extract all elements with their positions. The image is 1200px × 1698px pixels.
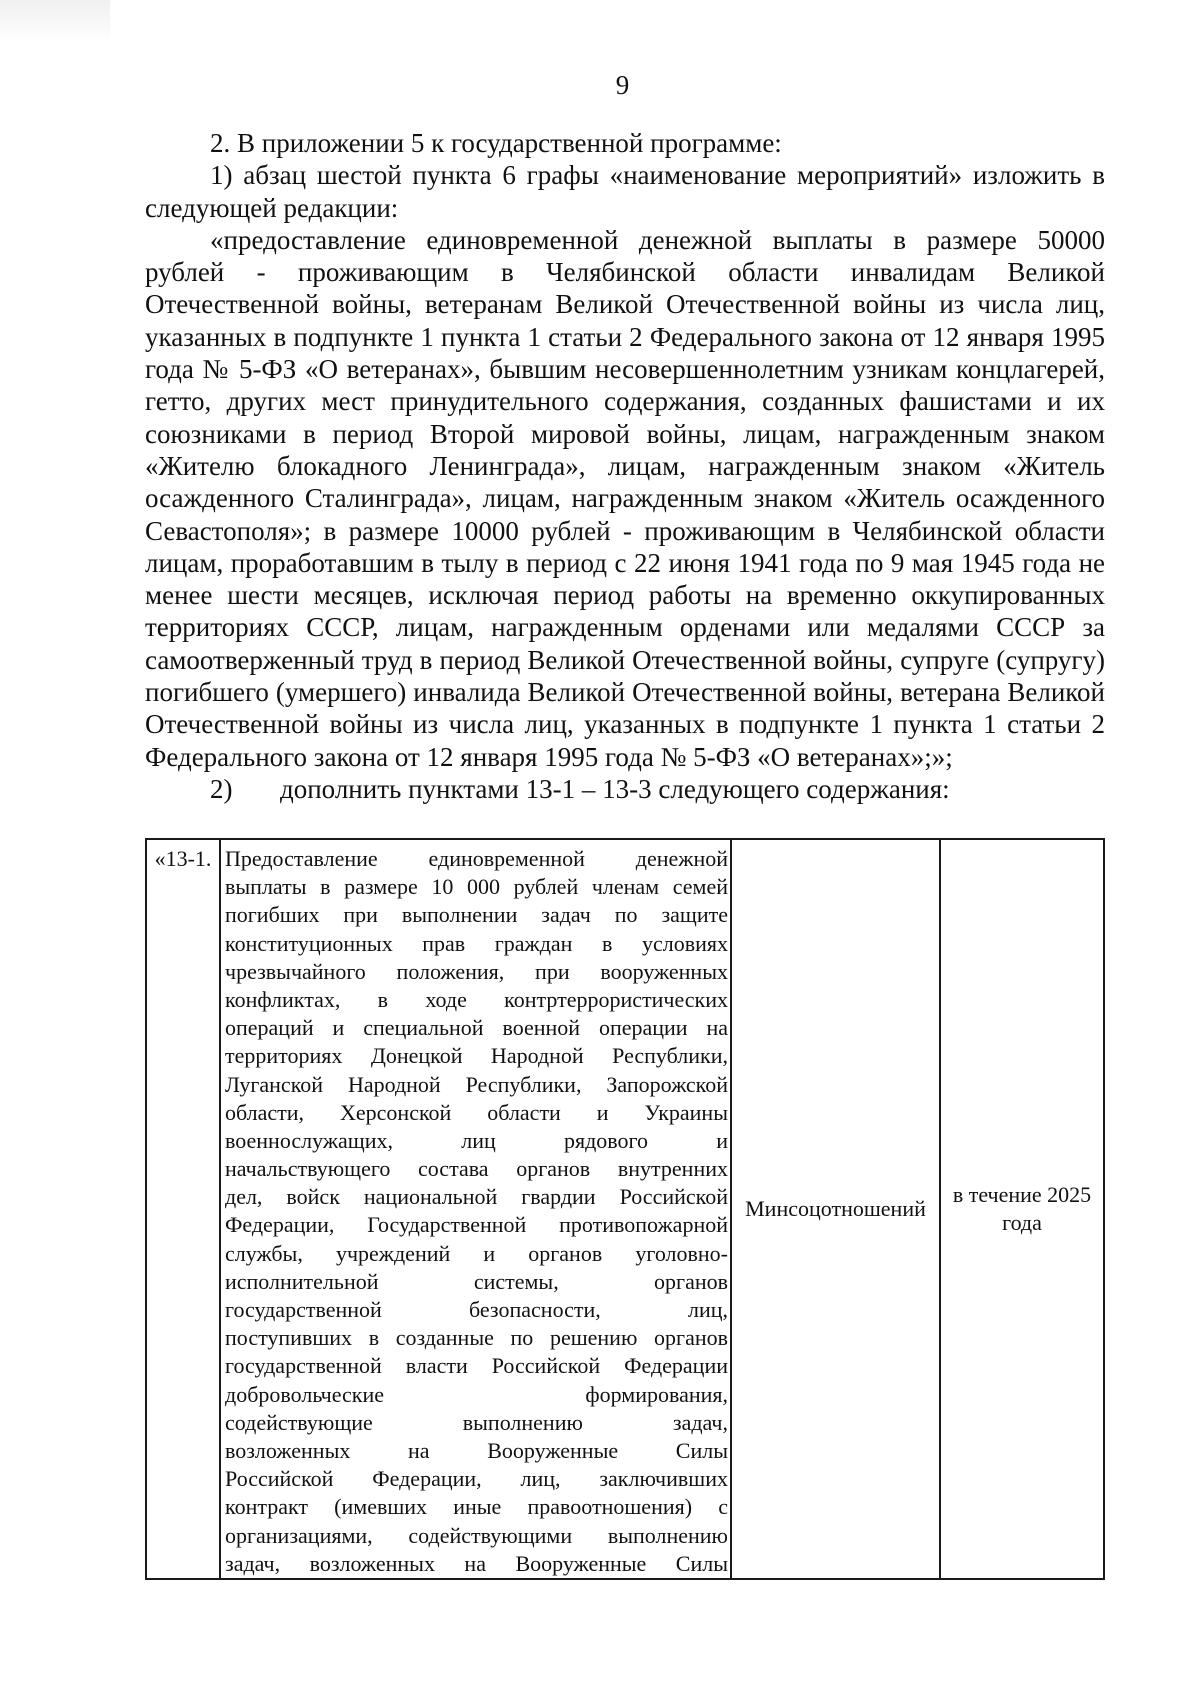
row-number-cell: «13-1. xyxy=(146,839,220,1579)
description-line: организациями, содействующими выполнению xyxy=(225,1522,728,1548)
description-line: содействующие выполнению задач, xyxy=(225,1409,728,1435)
description-line: контракт (имевших иные правоотношения) с xyxy=(225,1494,728,1520)
description-line: государственной власти Российской Федерации xyxy=(225,1353,728,1379)
item-2-number: 2) xyxy=(210,773,233,804)
description-line: территориях Донецкой Народной Республики, xyxy=(225,1043,728,1069)
description-line: службы, учреждений и органов уголовно- xyxy=(225,1240,728,1266)
description-line: задач, возложенных на Вооруженные Силы xyxy=(225,1550,728,1576)
description-line: Федерации, Государственной противопожарной xyxy=(225,1212,728,1238)
description-line: выплаты в размере 10 000 рублей членам семей xyxy=(225,874,728,900)
description-line: начальствующего состава органов внутренних xyxy=(225,1156,728,1182)
description-line: операций и специальной военной операции на xyxy=(225,1015,728,1041)
description-line: Российской Федерации, лиц, заключивших xyxy=(225,1466,728,1492)
document-body xyxy=(145,127,1105,805)
description-line: возложенных на Вооруженные Силы xyxy=(225,1437,728,1463)
row-description-cell xyxy=(220,839,731,1579)
row-executor-cell: Минсоцотношений xyxy=(731,839,940,1579)
item-2-text: дополнить пунктами 13-1 – 13-3 следующего содержания: xyxy=(280,773,950,804)
description-line: Предоставление единовременной денежной xyxy=(225,846,728,871)
row-term-cell: в течение 2025 года xyxy=(940,839,1104,1579)
description-line: дел, войск национальной гвардии Российской xyxy=(225,1184,728,1210)
table-row xyxy=(146,839,1104,1579)
description-line: добровольческие формирования, xyxy=(225,1381,728,1407)
description-line: исполнительной системы, органов xyxy=(225,1268,728,1294)
paragraph-item-1: 1) абзац шестой пункта 6 графы «наименование мероприятий» изложить в следующей редакции: xyxy=(145,160,1105,223)
description-line: военнослужащих, лиц рядового и xyxy=(225,1127,728,1153)
paragraph-quoted-text: «предоставление единовременной денежной выплаты в размере 50000 рублей - проживающим в Челябинской области инвалидам Великой Отечественной войны, ветеранам Великой Отечественной войны из числа лиц, указанных в подпункте 1 пункта 1 статьи 2 Федерального закона от 12 января 1995 года № 5-ФЗ «О ветеранах», бывшим несовершеннолетним узникам концлагерей, гетто, других мест принудительного содержания, созданных фашистами и их союзниками в период Второй мировой войны, лицам, награжденным знаком «Жителю блокадного Ленинграда», лицам, награжденным знаком «Житель осажденного Сталинграда», лицам, награжденным знаком «Житель осажденного Севастополя»; в размере 10000 рублей - проживающим в Челябинской области лицам, проработавшим в тылу в период с 22 июня 1941 года по 9 мая 1945 года не менее шести месяцев, исключая период работы на временно оккупированных территориях СССР, лицам, награжденным орденами или медалями СССР за самоотверженный труд в период Великой Отечественной войны, супруге (супругу) погибшего (умершего) инвалида Великой Отечественной войны, ветерана Великой Отечественной войны из числа лиц, указанных в подпункте 1 пункта 1 статьи 2 Федерального закона от 12 января 1995 года № 5-ФЗ «О ветеранах»;»; xyxy=(145,224,1105,772)
description-line: области, Херсонской области и Украины xyxy=(225,1099,728,1125)
description-line: конфликтах, в ходе контртеррористических xyxy=(225,986,728,1012)
paragraph-item-2 xyxy=(145,773,1105,805)
description-line: конституционных прав граждан в условиях xyxy=(225,930,728,956)
page-number: 9 xyxy=(615,70,630,100)
scan-shadow xyxy=(0,0,110,44)
description-line: государственной безопасности, лиц, xyxy=(225,1297,728,1322)
description-line: погибших при выполнении задач по защите xyxy=(225,902,728,928)
measures-table xyxy=(145,838,1105,1580)
paragraph-appendix-5: 2. В приложении 5 к государственной программе: xyxy=(210,128,782,158)
description-line: чрезвычайного положения, при вооруженных xyxy=(225,958,728,984)
description-line: поступивших в созданные по решению органов xyxy=(225,1325,728,1351)
description-line: Луганской Народной Республики, Запорожской xyxy=(225,1071,728,1097)
